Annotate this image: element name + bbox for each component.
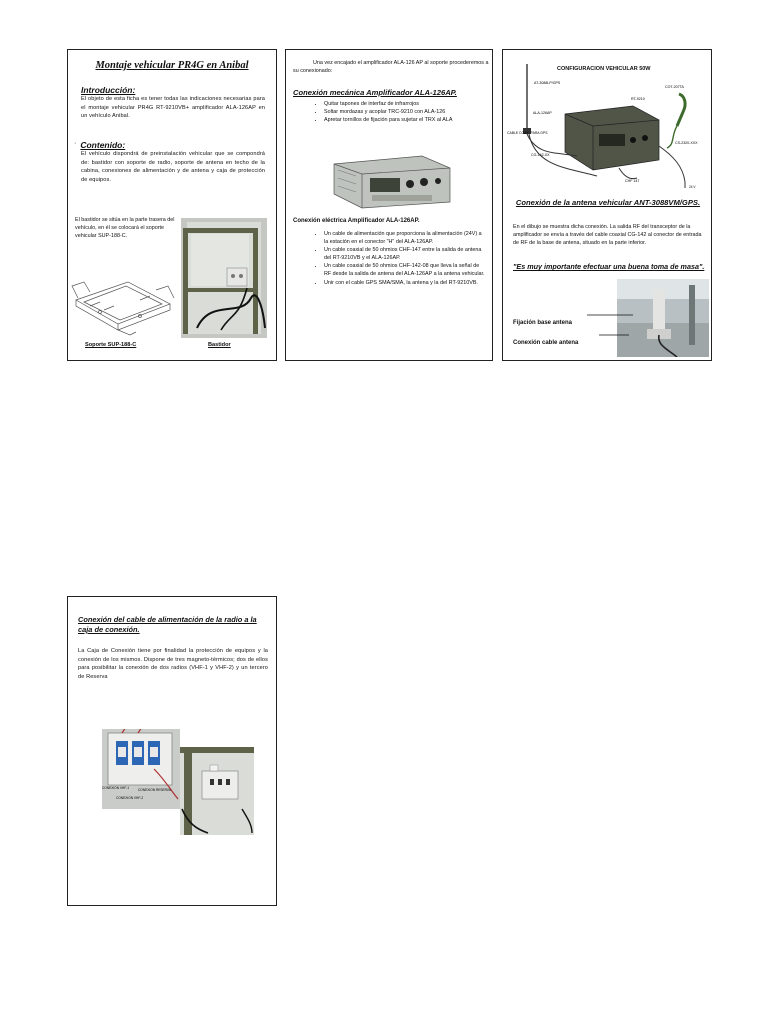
intro-text: El objeto de esta ficha es tener todas las indicaciones necesarias para el montaje vehicular PR4G RT-9210VB+ amplificador ALA-126AP en un vehículo Anibal. [81,96,265,120]
list-item: • Un cable coaxial de 50 ohmios CHF-147 entre la salida de antena del RT-9210VB y el ALA-126AP. [324,246,486,262]
panel-montaje [67,49,277,361]
list-item: • Un cable de alimentación que proporciona la alimentación (24V) a la estación en el conector "H" del ALA-126AP. [324,230,486,246]
label-fijacion: Fijación base antena [513,320,573,326]
quote-text: "Es muy importante efectuar una buena toma de masa". [513,262,705,271]
label-rt: RT-9210 [631,97,645,101]
intro-heading: Introducción: [81,85,136,95]
label-reserva: CONEXION RESERVA [138,788,171,792]
label-cs: CS-2320-XXX [675,141,698,145]
bastidor-text: El bastidor se sitúa en la parte trasera del vehículo, en él se colocará el soporte vehicular SUP-188-C. [75,217,175,240]
elec-heading: Conexión eléctrica Amplificador ALA-126AP. [293,218,420,224]
elec-list [286,230,486,287]
list-item: • Soltar mordazas y acoplar TRC-9210 con ALA-126 [324,108,486,116]
mech-heading: Conexión mecánica Amplificador ALA-126AP. [293,88,457,97]
label-cg: CG-142-XX [531,153,550,157]
vehicle-configuration-diagram [507,56,707,196]
connection-box-photo [102,729,254,835]
list-item: • Unir con el cable GPS SMA/SMA, la antena y la del RT-9210VB. [324,279,486,287]
antenna-heading: Conexión de la antena vehicular ANT-3088VM/GPS. [515,198,701,207]
mech-list [286,100,486,124]
panel-alimentacion [67,596,277,906]
radio-amplifier-photo [326,152,456,210]
content-heading: Contenido: [80,140,126,150]
panel-antena [502,49,712,361]
content-text: El vehículo dispondrá de preinstalación vehicular que se compondrá de: bastidor con soporte de radio, soporte de antena en techo de la cabina, conexiones de alimentación y de antena y caja de protección de equipos. [81,151,265,183]
panel2-intro: Una vez encajado el amplificador ALA-126 AP al soporte procederemos a su conexionado: [293,60,489,75]
pointer-lines [587,312,647,340]
panel-conexion-amplificador [285,49,493,361]
diagram-title: CONFIGURACION VEHICULAR 50W [557,66,651,72]
soporte-drawing [70,262,178,337]
label-cot: COT-207TA [665,85,684,89]
antenna-text: En el dibujo se muestra dicha conexión. La salida RF del transceptor de la amplificador se envía a través del cable coaxial CG-142 al conector de entrada de RF de la base de antena, situado en la parte inferior. [513,224,702,247]
label-vhf2: CONEXION VHF-2 [116,796,144,800]
label-conexion-cable: Conexión cable antena [513,340,579,346]
list-item: • Apretar tornillos de fijación para sujetar el TRX al ALA [324,116,486,124]
power-heading: Conexión del cable de alimentación de la radio a la caja de conexión. [78,615,257,634]
label-antenna: AT-3088LP/GPS [534,81,561,85]
label-chf: CHF 147 [625,179,640,183]
bullet-icon: · [74,140,77,147]
caption-soporte: Soporte SUP-188-C [85,342,137,348]
power-text: La Caja de Conexión tiene por finalidad la protección de equipos y la conexión de los mismos. Dispone de tres magneto-térmicos; dos de ellos para posibilitar la conexión de dos radios (VHF-1 y VHF-2) y un tercero de Reserva [78,648,268,680]
list-item: • Un cable coaxial de 50 ohmios CHF-142-08 que lleva la señal de RF desde la salida de antena del ALA-126AP a la antena vehicular. [324,262,486,278]
label-vhf1: CONEXION VHF-1 [102,786,130,790]
bastidor-photo [181,218,267,338]
label-volt: 24 V [689,185,696,189]
label-amp: ALA-126AP [533,111,552,115]
list-item: • Quitar tapones de interfaz de infrarrojos [324,100,486,108]
panel-title: Montaje vehicular PR4G en Anibal [95,60,249,71]
caption-bastidor: Bastidor [208,342,231,348]
label-coax: CABLE COAX. PARA GPS [507,131,548,135]
